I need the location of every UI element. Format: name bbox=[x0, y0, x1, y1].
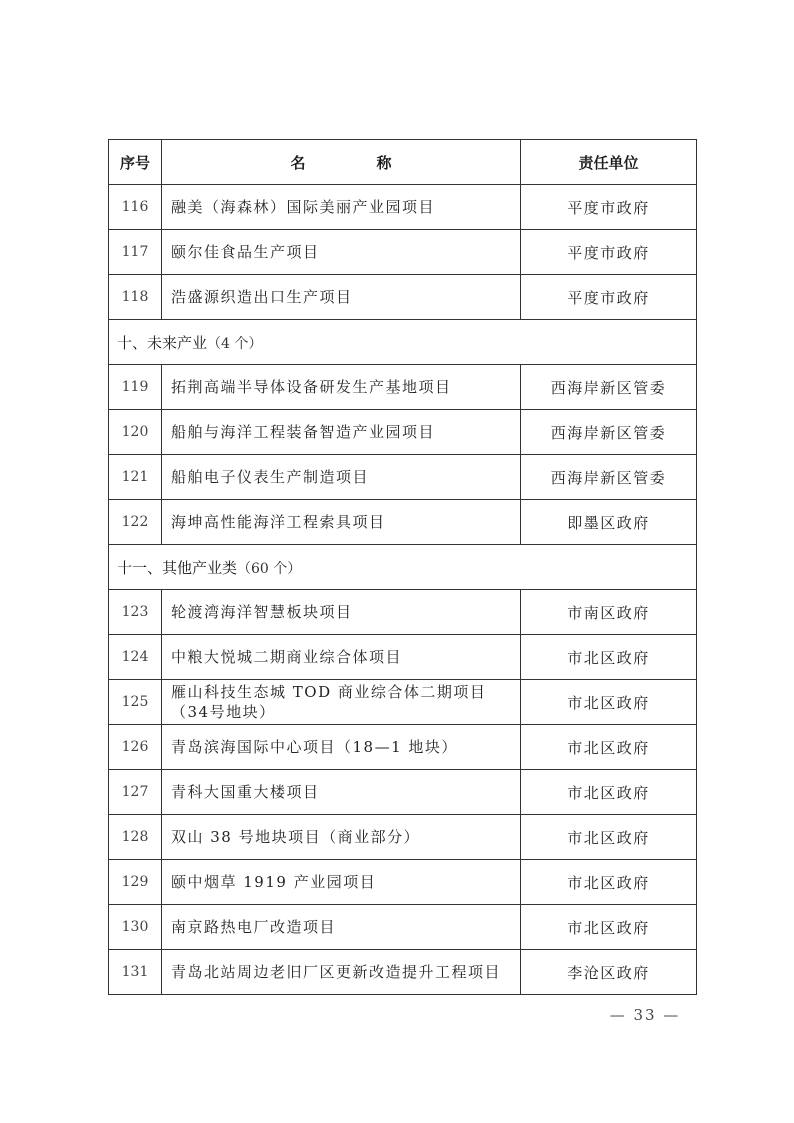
table-row bbox=[109, 365, 697, 410]
table-row bbox=[109, 230, 697, 275]
responsible-unit: 市北区政府 bbox=[521, 635, 697, 680]
project-name: 颐尔佳食品生产项目 bbox=[162, 230, 521, 275]
section-count: （4 个） bbox=[207, 335, 263, 352]
row-number: 116 bbox=[109, 185, 162, 230]
section-row-other-industry bbox=[109, 545, 697, 590]
table-row bbox=[109, 680, 697, 725]
page-number: — 33 — bbox=[609, 1006, 681, 1024]
row-number: 122 bbox=[109, 500, 162, 545]
responsible-unit: 市北区政府 bbox=[521, 815, 697, 860]
responsible-unit: 市北区政府 bbox=[521, 860, 697, 905]
project-name: 青科大国重大楼项目 bbox=[162, 770, 521, 815]
section-title: 十一、其他产业类 bbox=[117, 558, 238, 577]
table-row bbox=[109, 770, 697, 815]
row-number: 131 bbox=[109, 950, 162, 995]
project-name: 青岛北站周边老旧厂区更新改造提升工程项目 bbox=[162, 950, 521, 995]
responsible-unit: 即墨区政府 bbox=[521, 500, 697, 545]
project-name: 船舶与海洋工程装备智造产业园项目 bbox=[162, 410, 521, 455]
table-row bbox=[109, 905, 697, 950]
row-number: 127 bbox=[109, 770, 162, 815]
responsible-unit: 市北区政府 bbox=[521, 725, 697, 770]
table-row bbox=[109, 860, 697, 905]
header-serial-number: 序号 bbox=[109, 140, 162, 185]
responsible-unit: 平度市政府 bbox=[521, 275, 697, 320]
responsible-unit: 市北区政府 bbox=[521, 905, 697, 950]
responsible-unit: 平度市政府 bbox=[521, 185, 697, 230]
responsible-unit: 李沧区政府 bbox=[521, 950, 697, 995]
responsible-unit: 市北区政府 bbox=[521, 770, 697, 815]
responsible-unit: 西海岸新区管委 bbox=[521, 365, 697, 410]
section-heading bbox=[109, 545, 697, 590]
row-number: 123 bbox=[109, 590, 162, 635]
responsible-unit: 平度市政府 bbox=[521, 230, 697, 275]
header-name bbox=[162, 140, 521, 185]
row-number: 119 bbox=[109, 365, 162, 410]
project-name: 中粮大悦城二期商业综合体项目 bbox=[162, 635, 521, 680]
responsible-unit: 西海岸新区管委 bbox=[521, 455, 697, 500]
project-name: 青岛滨海国际中心项目（18—1 地块） bbox=[162, 725, 521, 770]
table-row bbox=[109, 185, 697, 230]
row-number: 130 bbox=[109, 905, 162, 950]
table-row bbox=[109, 275, 697, 320]
table-header-row bbox=[109, 140, 697, 185]
table-row bbox=[109, 725, 697, 770]
header-responsible-unit: 责任单位 bbox=[521, 140, 697, 185]
row-number: 121 bbox=[109, 455, 162, 500]
responsible-unit: 西海岸新区管委 bbox=[521, 410, 697, 455]
table-row bbox=[109, 410, 697, 455]
section-heading bbox=[109, 320, 697, 365]
project-name: 融美（海森林）国际美丽产业园项目 bbox=[162, 185, 521, 230]
table-row bbox=[109, 455, 697, 500]
responsible-unit: 市南区政府 bbox=[521, 590, 697, 635]
row-number: 124 bbox=[109, 635, 162, 680]
project-name: 浩盛源织造出口生产项目 bbox=[162, 275, 521, 320]
row-number: 128 bbox=[109, 815, 162, 860]
row-number: 125 bbox=[109, 680, 162, 725]
table-row bbox=[109, 590, 697, 635]
section-row-future-industry bbox=[109, 320, 697, 365]
project-name: 船舶电子仪表生产制造项目 bbox=[162, 455, 521, 500]
row-number: 120 bbox=[109, 410, 162, 455]
project-name: 拓荆高端半导体设备研发生产基地项目 bbox=[162, 365, 521, 410]
project-name: 颐中烟草 1919 产业园项目 bbox=[162, 860, 521, 905]
responsible-unit: 市北区政府 bbox=[521, 680, 697, 725]
table-row bbox=[109, 500, 697, 545]
row-number: 117 bbox=[109, 230, 162, 275]
section-title: 十、未来产业 bbox=[117, 333, 208, 352]
project-name: 南京路热电厂改造项目 bbox=[162, 905, 521, 950]
section-count: （60 个） bbox=[237, 560, 302, 577]
project-name: 双山 38 号地块项目（商业部分） bbox=[162, 815, 521, 860]
row-number: 129 bbox=[109, 860, 162, 905]
table-row bbox=[109, 635, 697, 680]
row-number: 118 bbox=[109, 275, 162, 320]
table-row bbox=[109, 815, 697, 860]
header-name-text: 名 称 bbox=[290, 153, 420, 172]
project-name: 海坤高性能海洋工程索具项目 bbox=[162, 500, 521, 545]
table-row bbox=[109, 950, 697, 995]
project-name: 雁山科技生态城 TOD 商业综合体二期项目（34号地块） bbox=[162, 680, 521, 725]
row-number: 126 bbox=[109, 725, 162, 770]
project-table bbox=[108, 139, 697, 995]
project-name: 轮渡湾海洋智慧板块项目 bbox=[162, 590, 521, 635]
